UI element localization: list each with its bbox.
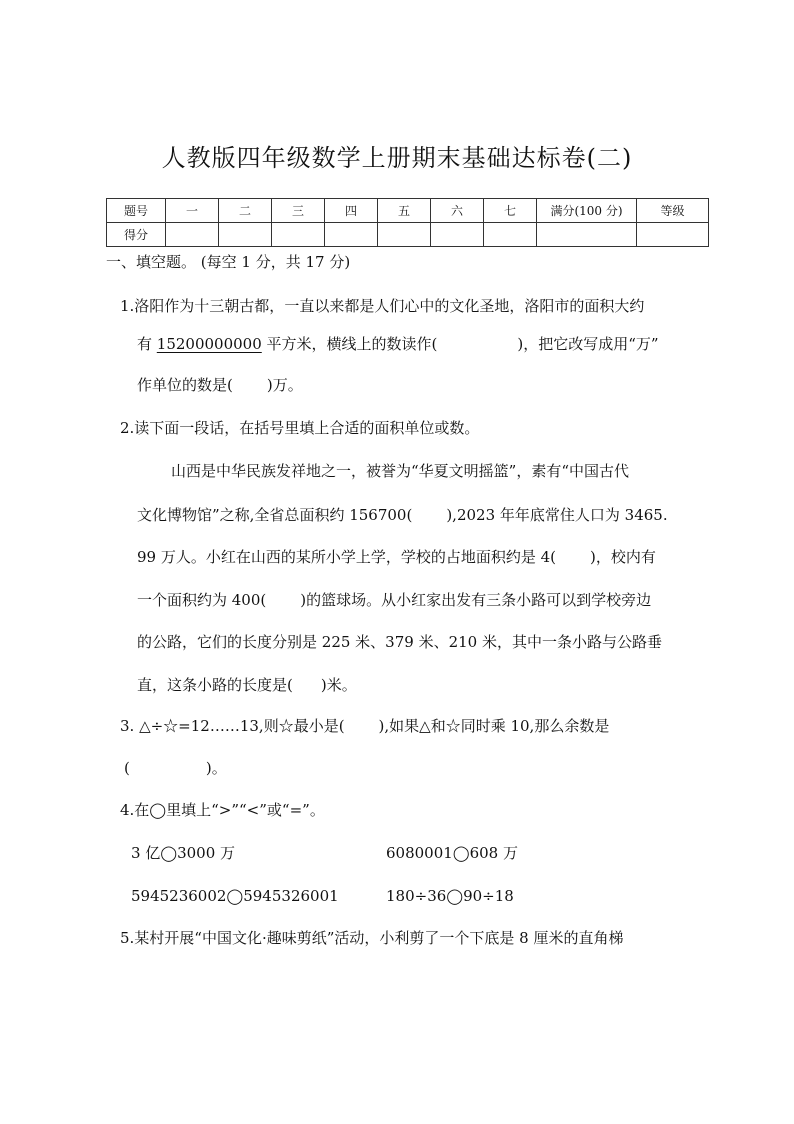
question-2-paragraph-line: 山西是中华民族发祥地之一，被誉为“华夏文明摇篮”，素有“中国古代 xyxy=(171,462,630,480)
question-5-line-1: 5.某村开展“中国文化·趣味剪纸”活动，小利剪了一个下底是 8 厘米的直角梯 xyxy=(120,929,624,947)
question-2-line-1: 2.读下面一段话，在括号里填上合适的面积单位或数。 xyxy=(120,419,480,437)
comparison-item: 3 亿◯3000 万 xyxy=(131,844,236,862)
score-table xyxy=(106,198,709,247)
score-cell xyxy=(325,223,378,247)
score-cell xyxy=(378,223,431,247)
text-fragment: ),2023 年年底常住人口为 3465. xyxy=(446,506,668,524)
score-row-label: 得分 xyxy=(107,223,166,247)
page-title: 人教版四年级数学上册期末基础达标卷(二) xyxy=(161,144,633,172)
score-table-header-cell: 四 xyxy=(325,199,378,223)
question-1-line-3 xyxy=(137,375,303,395)
text-fragment: )，把它改写成用“万” xyxy=(517,335,659,353)
question-1-line-1: 1.洛阳作为十三朝古都，一直以来都是人们心中的文化圣地，洛阳市的面积大约 xyxy=(120,297,645,315)
text-fragment: )。 xyxy=(205,759,227,777)
score-cell xyxy=(272,223,325,247)
score-cell xyxy=(431,223,484,247)
text-fragment: 直，这条小路的长度是( xyxy=(137,676,293,694)
text-fragment: )万。 xyxy=(266,376,303,394)
question-3-line-1 xyxy=(120,716,609,736)
score-table-header-cell: 一 xyxy=(166,199,219,223)
score-cell xyxy=(537,223,637,247)
score-table-header-cell: 五 xyxy=(378,199,431,223)
score-table-header-cell: 六 xyxy=(431,199,484,223)
score-table-header-cell: 题号 xyxy=(107,199,166,223)
text-fragment: 平方米，横线上的数读作( xyxy=(261,335,438,353)
score-table-header-cell: 满分(100 分) xyxy=(537,199,637,223)
score-cell xyxy=(219,223,272,247)
score-table-header-cell: 七 xyxy=(484,199,537,223)
score-table-header-cell: 二 xyxy=(219,199,272,223)
comparison-item: 5945236002◯5945326001 xyxy=(131,887,339,905)
text-fragment: 一个面积约为 400( xyxy=(137,591,267,609)
comparison-item: 6080001◯608 万 xyxy=(386,844,518,862)
underlined-number: 15200000000 xyxy=(156,335,262,353)
comparison-item: 180÷36◯90÷18 xyxy=(386,887,514,905)
score-cell xyxy=(166,223,219,247)
question-2-paragraph-line xyxy=(137,675,357,695)
question-3-line-2 xyxy=(124,758,227,778)
text-fragment: 有 xyxy=(137,335,157,353)
question-4-line-1: 4.在◯里填上“>”“<”或“=”。 xyxy=(120,801,325,819)
score-table-header-cell: 等级 xyxy=(637,199,709,223)
score-table-header-row xyxy=(107,199,709,223)
text-fragment: ( xyxy=(124,759,130,777)
text-fragment: 99 万人。小红在山西的某所小学上学，学校的占地面积约是 4( xyxy=(137,548,557,566)
question-1-line-2 xyxy=(137,334,659,354)
text-fragment: 作单位的数是( xyxy=(137,376,233,394)
text-fragment: 文化博物馆”之称,全省总面积约 156700( xyxy=(137,506,413,524)
text-fragment: 3. △÷☆=12……13,则☆最小是( xyxy=(120,717,345,735)
score-cell xyxy=(637,223,709,247)
score-table-score-row xyxy=(107,223,709,247)
text-fragment: ),如果△和☆同时乘 10,那么余数是 xyxy=(378,717,610,735)
text-fragment: )，校内有 xyxy=(590,548,656,566)
question-2-paragraph-line xyxy=(137,590,651,610)
text-fragment: )的篮球场。从小红家出发有三条小路可以到学校旁边 xyxy=(300,591,652,609)
text-fragment: )米。 xyxy=(320,676,357,694)
question-2-paragraph-line: 的公路，它们的长度分别是 225 米、379 米、210 米，其中一条小路与公路垂 xyxy=(137,633,662,651)
score-cell xyxy=(484,223,537,247)
section-heading: 一、填空题。 (每空 1 分，共 17 分) xyxy=(106,253,351,271)
question-2-paragraph-line xyxy=(137,505,668,525)
question-2-paragraph-line xyxy=(137,547,656,567)
score-table-header-cell: 三 xyxy=(272,199,325,223)
